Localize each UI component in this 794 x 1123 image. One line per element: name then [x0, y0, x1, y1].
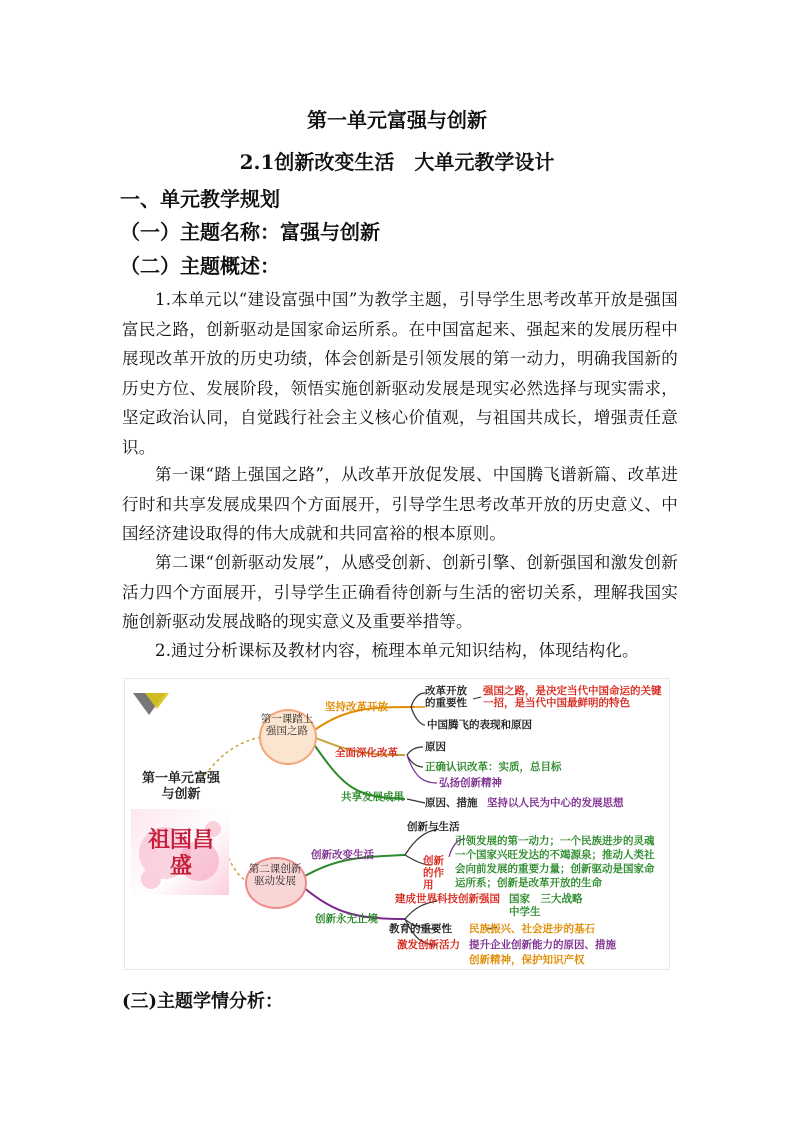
- mindmap-root: 第一单元富强与创新: [141, 771, 220, 802]
- paragraph-lesson-1: 第一课“踏上强国之路”，从改革开放促发展、中国腾飞谱新篇、改革进行时和共享发展成果四个方面展开，引导学生思考改革开放的历史意义、中国经济建设取得的伟大成就和共同富裕的根本原则。: [122, 465, 678, 543]
- leaf-understand-reform: 正确认识改革：实质，总目标: [425, 761, 562, 773]
- leaf-innovation-spirit: 弘扬创新精神: [439, 777, 502, 789]
- leaf-innovation-and-life: 创新与生活: [407, 821, 460, 833]
- branch-share-results: 共享发展成果: [341, 791, 404, 803]
- note-innovation-role-2: 一个国家兴旺发达的不竭源泉；推动人类社: [455, 849, 655, 861]
- leaf-stimulate-vitality: 激发创新活力: [397, 939, 460, 951]
- leaf-education: 教育的重要性: [389, 923, 452, 935]
- leaf-tech-power: 建成世界科技创新强国: [395, 893, 500, 905]
- section-heading-student-analysis: (三)主题学情分析：: [122, 991, 284, 1012]
- note-middle-school: 中学生: [509, 906, 541, 918]
- note-ip-protection: 创新精神，保护知识产权: [469, 954, 585, 966]
- paragraph-lesson-2: 第二课“创新驱动发展”，从感受创新、创新引擎、创新强国和激发创新活力四个方面展开，引导学生正确看待创新与生活的密切关系，理解我国实施创新驱动发展战略的现实意义及重要举措等。: [122, 553, 678, 631]
- branch-reform-opening: 坚持改革开放: [325, 701, 388, 713]
- note-innovation-role-3: 会向前发展的重要力量；创新驱动是国家命: [455, 863, 655, 875]
- paragraph-structure: 2.通过分析课标及教材内容，梳理本单元知识结构，体现结构化。: [155, 641, 639, 660]
- note-three-strategies: 国家 三大战略: [509, 893, 583, 905]
- branch-deepen-reform: 全面深化改革: [335, 747, 398, 759]
- document-subtitle: 2.1创新改变生活 大单元教学设计: [239, 150, 555, 174]
- branch-innovation-endless: 创新永无止境: [315, 913, 378, 925]
- illustration-calligraphy: 祖国昌盛: [147, 827, 214, 879]
- note-enterprise-capacity: 提升企业创新能力的原因、措施: [469, 939, 616, 951]
- leaf-reason: 原因: [425, 741, 446, 753]
- section-heading-theme-name: （一）主题名称：富强与创新: [120, 220, 380, 244]
- leaf-reason-measures: 原因、措施: [425, 797, 478, 809]
- lesson1-label: 第一课踏上强国之路: [260, 713, 314, 737]
- section-heading-planning: 一、单元教学规划: [120, 187, 280, 211]
- leaf-china-rise: 中国腾飞的表现和原因: [427, 719, 532, 731]
- lesson2-label: 第二课创新驱动发展: [248, 863, 302, 887]
- leaf-reform-importance: 改革开放的重要性: [425, 685, 467, 709]
- note-education-foundation: 民族振兴、社会进步的基石: [469, 923, 595, 935]
- paragraph-overview-1: 1.本单元以“建设富强中国”为教学主题，引导学生思考改革开放是强国富民之路，创新驱动是国家命运所系。在中国富起来、强起来的发展历程中展现改革开放的历史功绩，体会创新是引领发展的第一动力，明确我国新的历史方位、发展阶段，领悟实施创新驱动发展是现实必然选择与现实需求，坚定政治认同，自觉践行社会主义核心价值观，与祖国共成长，增强责任意识。: [122, 290, 678, 457]
- note-innovation-role-4: 运所系；创新是改革开放的生命: [455, 877, 602, 889]
- note-people-centered: 坚持以人民为中心的发展思想: [487, 797, 624, 809]
- mindmap-figure: [124, 678, 670, 970]
- document-title: 第一单元富强与创新: [307, 108, 487, 132]
- leaf-innovation-role: 创新的作用: [423, 855, 444, 891]
- section-heading-overview: （二）主题概述：: [120, 254, 280, 278]
- note-reform-importance: 强国之路，是决定当代中国命运的关键一招，是当代中国最鲜明的特色: [483, 685, 662, 709]
- note-innovation-role-1: 引领发展的第一动力；一个民族进步的灵魂: [455, 835, 655, 847]
- motherland-illustration: [131, 809, 229, 895]
- branch-innovation-life: 创新改变生活: [311, 849, 374, 861]
